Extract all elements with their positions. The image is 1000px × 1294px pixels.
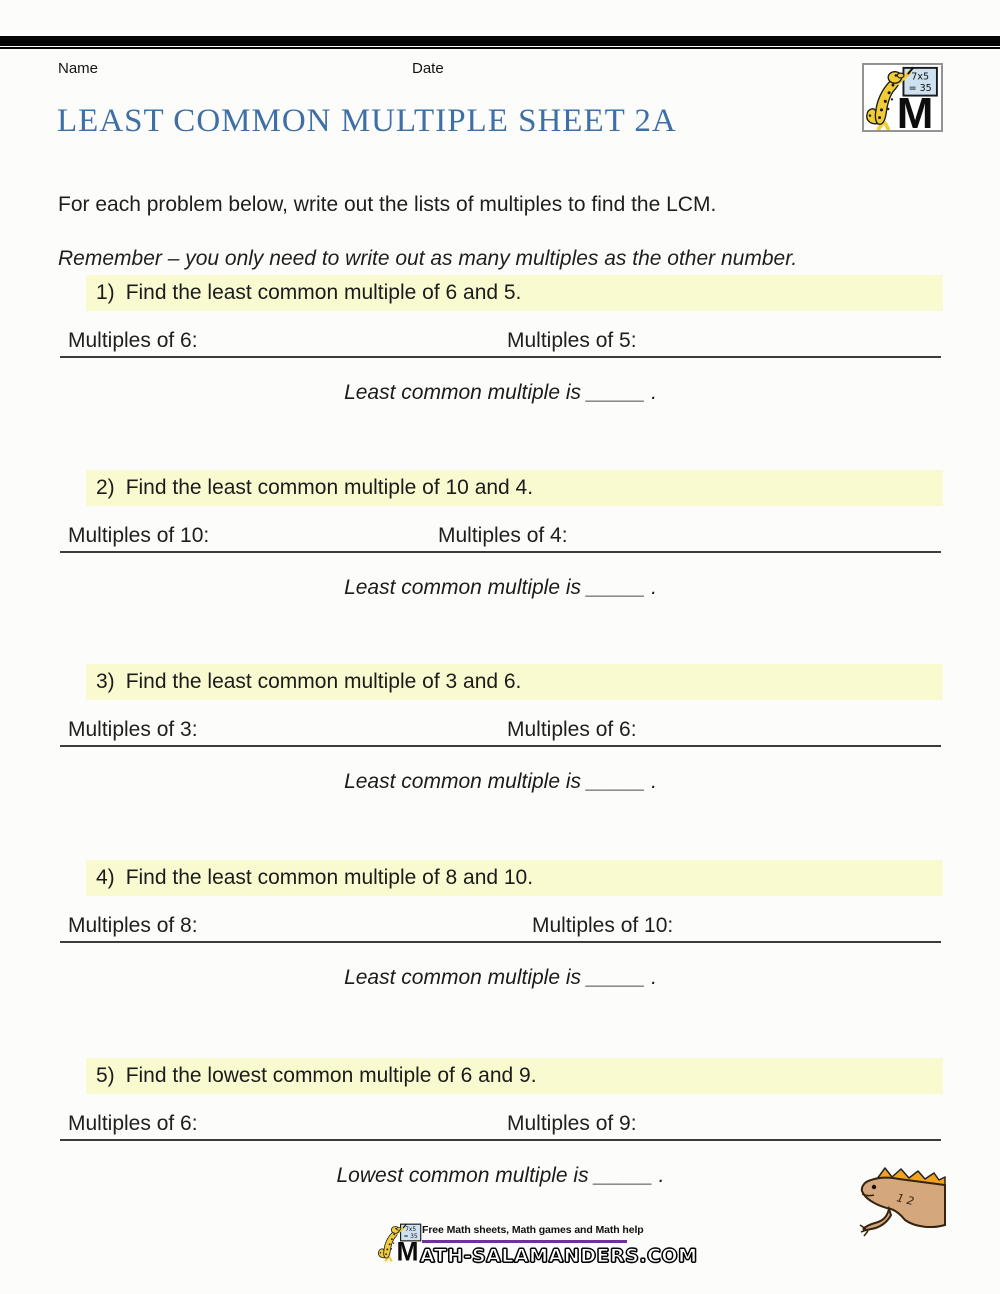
problem-number: 2) — [96, 476, 115, 499]
lcm-answer-text: Least common multiple is _____ . — [344, 576, 657, 599]
problem-question-text: Find the least common multiple of 6 and 5. — [125, 281, 522, 304]
multiples-right-label: Multiples of 6: — [507, 718, 637, 741]
answer-writing-line — [60, 941, 941, 943]
answer-writing-line — [60, 745, 941, 747]
question-highlight — [86, 275, 943, 311]
multiples-right-label: Multiples of 10: — [532, 914, 674, 937]
question-highlight — [86, 470, 943, 506]
salamander-illustration — [858, 1163, 946, 1245]
multiples-right-label: Multiples of 9: — [507, 1112, 637, 1135]
date-label: Date — [412, 60, 444, 77]
problem-2 — [0, 470, 1000, 620]
problem-number: 5) — [96, 1064, 115, 1087]
problem-number: 4) — [96, 866, 115, 889]
footer-accent-rule — [422, 1240, 627, 1243]
answer-writing-line — [60, 551, 941, 553]
multiples-left-label: Multiples of 6: — [68, 1112, 198, 1135]
multiples-left-label: Multiples of 3: — [68, 718, 198, 741]
lcm-answer-text: Least common multiple is _____ . — [344, 381, 657, 404]
page-title: LEAST COMMON MULTIPLE SHEET 2A — [57, 103, 677, 139]
math-salamanders-icon — [377, 1222, 423, 1262]
multiples-left-label: Multiples of 8: — [68, 914, 198, 937]
instruction-text: For each problem below, write out the lists of multiples to find the LCM. — [58, 193, 717, 216]
question-highlight — [86, 664, 943, 700]
problem-question-text: Find the least common multiple of 3 and 6. — [125, 670, 522, 693]
problem-number: 1) — [96, 281, 115, 304]
answer-writing-line — [60, 356, 941, 358]
question-highlight — [86, 1058, 943, 1094]
multiples-left-label: Multiples of 6: — [68, 329, 198, 352]
lcm-answer-text: Least common multiple is _____ . — [344, 966, 657, 989]
problem-number: 3) — [96, 670, 115, 693]
problem-question-text: Find the least common multiple of 8 and 10. — [125, 866, 534, 889]
problem-question-text: Find the least common multiple of 10 and 4. — [125, 476, 534, 499]
lcm-answer-text: Least common multiple is _____ . — [344, 770, 657, 793]
problem-5 — [0, 1058, 1000, 1208]
name-label: Name — [58, 60, 99, 77]
multiples-left-label: Multiples of 10: — [68, 524, 210, 547]
problem-3 — [0, 664, 1000, 814]
footer-site-name: ATH-SALAMANDERS.COM — [420, 1245, 698, 1267]
problem-question-text: Find the lowest common multiple of 6 and 9. — [125, 1064, 537, 1087]
page-top-border-thin — [0, 47, 1000, 49]
reminder-text: Remember – you only need to write out as many multiples as the other number. — [58, 247, 798, 270]
question-highlight — [86, 860, 943, 896]
multiples-right-label: Multiples of 5: — [507, 329, 637, 352]
giraffe-easel-icon — [864, 65, 941, 130]
problem-4 — [0, 860, 1000, 1010]
lcm-answer-text: Lowest common multiple is _____ . — [336, 1164, 665, 1187]
footer-tagline: Free Math sheets, Math games and Math help — [422, 1224, 644, 1236]
footer-logo — [370, 1220, 710, 1292]
answer-writing-line — [60, 1139, 941, 1141]
lizard-marking: 1 2 — [895, 1191, 916, 1209]
page-top-border — [0, 36, 1000, 46]
problem-1 — [0, 275, 1000, 425]
multiples-right-label: Multiples of 4: — [438, 524, 568, 547]
site-logo — [862, 63, 943, 132]
